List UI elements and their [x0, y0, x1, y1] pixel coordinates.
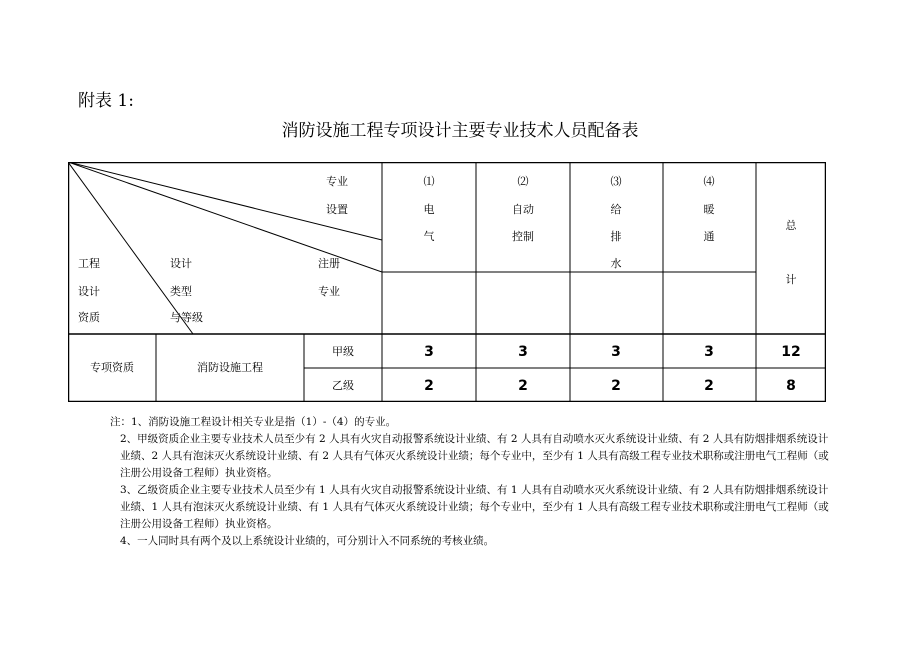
- grade-b-value-3: 2: [611, 378, 621, 394]
- total-label-1: 总: [785, 219, 797, 232]
- annex-label: 附表 1:: [78, 91, 134, 111]
- row-sub-label: 消防设施工程: [197, 361, 263, 374]
- diag-major-2: 设置: [326, 203, 348, 216]
- note-4: 4、一人同时具有两个及以上系统设计业绩的，可分别计入不同系统的考核业绩。: [120, 535, 495, 547]
- col-3-name-3: 水: [610, 257, 622, 270]
- grade-a-value-1: 3: [424, 344, 434, 360]
- grade-b-total: 8: [786, 378, 796, 394]
- diag-qual-2: 设计: [78, 285, 100, 298]
- grade-a-value-4: 3: [704, 344, 714, 360]
- grade-b-value-4: 2: [704, 378, 714, 394]
- col-4-number: ⑷: [703, 175, 715, 188]
- grade-b-label: 乙级: [332, 379, 354, 392]
- notes: [110, 414, 830, 550]
- diag-major-1: 专业: [326, 175, 348, 188]
- table-grid: [68, 162, 826, 402]
- col-2-number: ⑵: [517, 175, 529, 188]
- note-3: 3、乙级资质企业主要专业技术人员至少有 1 人具有火灾自动报警系统设计业绩、有 1 人具有自动喷水灭火系统设计业绩、有 2 人具有防烟排烟系统设计业绩、1 人具有泡沫灭火系统设计业绩、有 1 人具有气体灭火系统设计业绩；每个专业中，至少有 1 人具有高级工程专业技术职称或注册电气工程师（或注册公用设备工程师）执业资格。: [120, 484, 829, 530]
- col-3-name-1: 给: [610, 203, 622, 216]
- col-2-name-2: 控制: [512, 230, 534, 243]
- grade-a-value-3: 3: [611, 344, 621, 360]
- grade-b-value-2: 2: [518, 378, 528, 394]
- col-2-name-1: 自动: [512, 203, 534, 216]
- diag-qual-3: 资质: [78, 311, 100, 324]
- col-4-name-1: 暖: [703, 203, 715, 216]
- row-group-label: 专项资质: [90, 361, 134, 374]
- grade-a-value-2: 3: [518, 344, 528, 360]
- col-3-name-2: 排: [610, 230, 622, 243]
- note-2: 2、甲级资质企业主要专业技术人员至少有 2 人具有火灾自动报警系统设计业绩、有 2 人具有自动喷水灭火系统设计业绩、有 2 人具有防烟排烟系统设计业绩、2 人具有泡沫灭火系统设计业绩、有 2 人具有气体灭火系统设计业绩；每个专业中，至少有 1 人具有高级工程专业技术职称或注册电气工程师（或注册公用设备工程师）执业资格。: [120, 433, 829, 479]
- staffing-table: [68, 162, 826, 402]
- col-1-name-2: 气: [423, 230, 435, 243]
- note-1: 注：1、消防设施工程设计相关专业是指（1）-（4）的专业。: [110, 416, 397, 428]
- diag-design-1: 设计: [170, 257, 192, 270]
- col-1-name-1: 电: [423, 203, 435, 216]
- col-1-number: ⑴: [423, 175, 435, 188]
- diag-design-3: 与等级: [170, 311, 203, 324]
- document-title: 消防设施工程专项设计主要专业技术人员配备表: [281, 121, 639, 141]
- diag-reg-2: 专业: [318, 285, 340, 298]
- grade-a-total: 12: [781, 344, 801, 360]
- col-3-number: ⑶: [610, 175, 622, 188]
- col-4-name-2: 通: [703, 230, 715, 243]
- grade-b-value-1: 2: [424, 378, 434, 394]
- total-label-2: 计: [785, 273, 797, 286]
- diag-design-2: 类型: [170, 285, 192, 298]
- grade-a-label: 甲级: [332, 345, 354, 358]
- diag-reg-1: 注册: [318, 257, 340, 270]
- diag-qual-1: 工程: [78, 257, 100, 270]
